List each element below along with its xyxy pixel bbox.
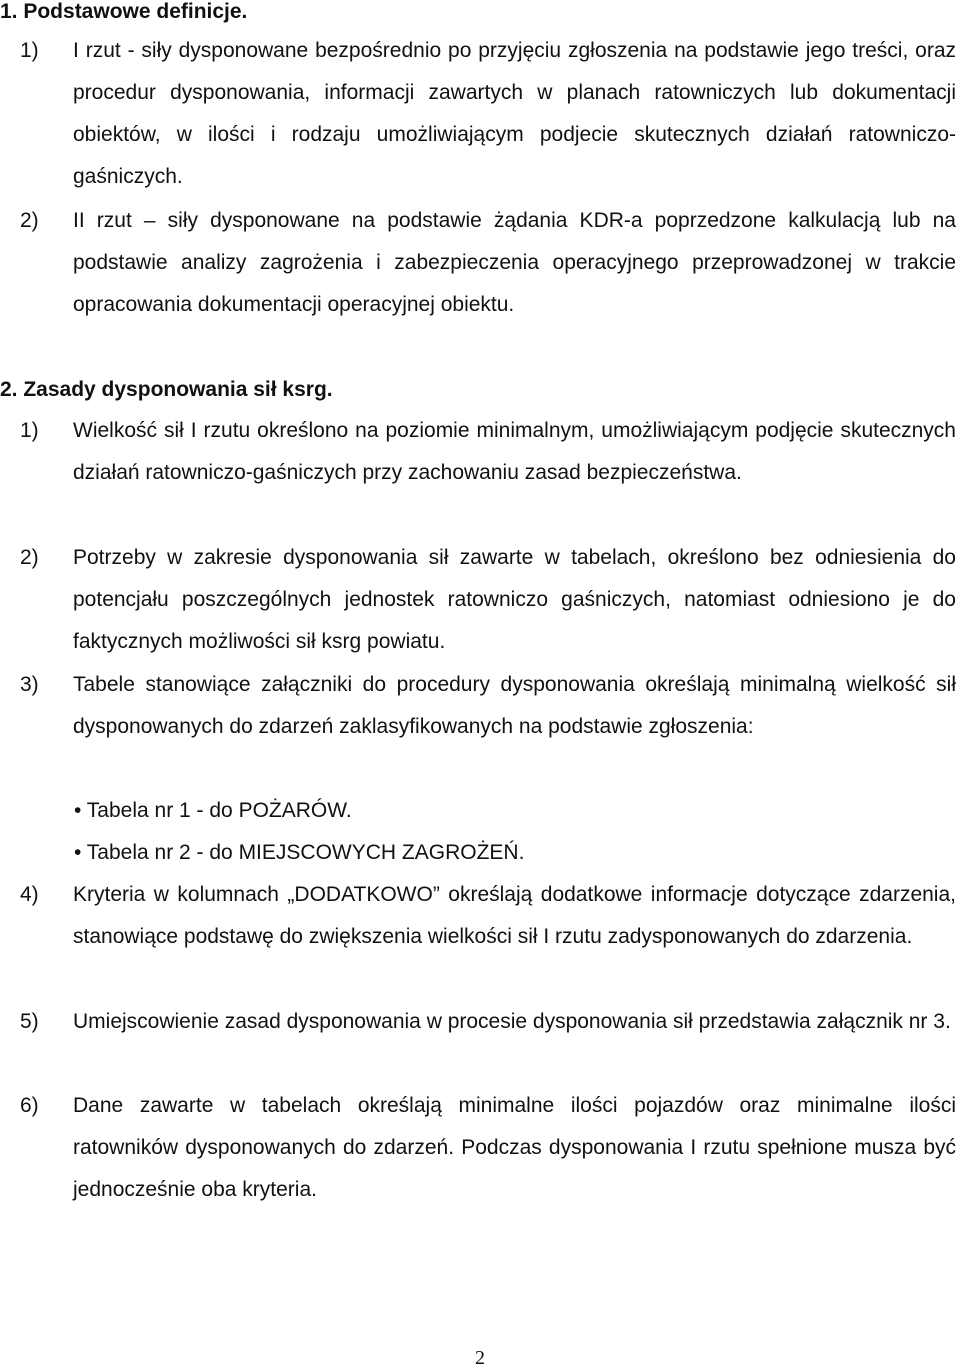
item-number: 6) — [20, 1094, 39, 1117]
item-number: 2) — [20, 209, 39, 232]
item-number: 2) — [20, 546, 39, 569]
item-text: Kryteria w kolumnach „DODATKOWO” określają dodatkowe informacje dotyczące zdarzenia, stanowiące podstawę do zwiększenia wielkości sił I rzutu zadysponowanych do zdarzenia. — [73, 883, 956, 948]
item-number: 5) — [20, 1010, 39, 1033]
item-number: 4) — [20, 883, 39, 906]
item-text: II rzut – siły dysponowane na podstawie żądania KDR-a poprzedzone kalkulacją lub na podstawie analizy zagrożenia i zabezpieczenia operacyjnego przeprowadzonej w trakcie opracowania dokumentacji operacyjnej obiektu. — [73, 209, 956, 316]
item-number: 1) — [20, 39, 39, 62]
item-text: I rzut - siły dysponowane bezpośrednio po przyjęciu zgłoszenia na podstawie jego treści, oraz procedur dysponowania, informacji zawartych w planach ratowniczych lub dokumentacji obiektów, w ilości i rodzaju umożliwiającym podjecie skutecznych działań ratowniczo-gaśniczych. — [73, 39, 956, 188]
bullet-table-2: • Tabela nr 2 - do MIEJSCOWYCH ZAGROŻEŃ. — [74, 841, 525, 864]
item-text: Potrzeby w zakresie dysponowania sił zawarte w tabelach, określono bez odniesienia do potencjału poszczególnych jednostek ratowniczo gaśniczych, natomiast odniesiono je do faktycznych możliwości sił ksrg powiatu. — [73, 546, 956, 653]
section-1-heading: 1. Podstawowe definicje. — [0, 0, 248, 23]
item-text: Tabele stanowiące załączniki do procedury dysponowania określają minimalną wielkość sił dysponowanych do zdarzeń zaklasyfikowanych na podstawie zgłoszenia: — [73, 673, 956, 738]
item-text: Umiejscowienie zasad dysponowania w procesie dysponowania sił przedstawia załącznik nr 3. — [73, 1010, 951, 1033]
bullet-table-1: • Tabela nr 1 - do POŻARÓW. — [74, 799, 352, 822]
item-text: Wielkość sił I rzutu określono na poziomie minimalnym, umożliwiającym podjęcie skutecznych działań ratowniczo-gaśniczych przy zachowaniu zasad bezpieczeństwa. — [73, 419, 956, 484]
item-text: Dane zawarte w tabelach określają minimalne ilości pojazdów oraz minimalne ilości ratowników dysponowanych do zdarzeń. Podczas dysponowania I rzutu spełnione musza być jednocześnie oba kryteria. — [73, 1094, 956, 1201]
item-number: 3) — [20, 673, 39, 696]
item-number: 1) — [20, 419, 39, 442]
page-number: 2 — [475, 1347, 485, 1369]
section-2-heading: 2. Zasady dysponowania sił ksrg. — [0, 378, 333, 401]
